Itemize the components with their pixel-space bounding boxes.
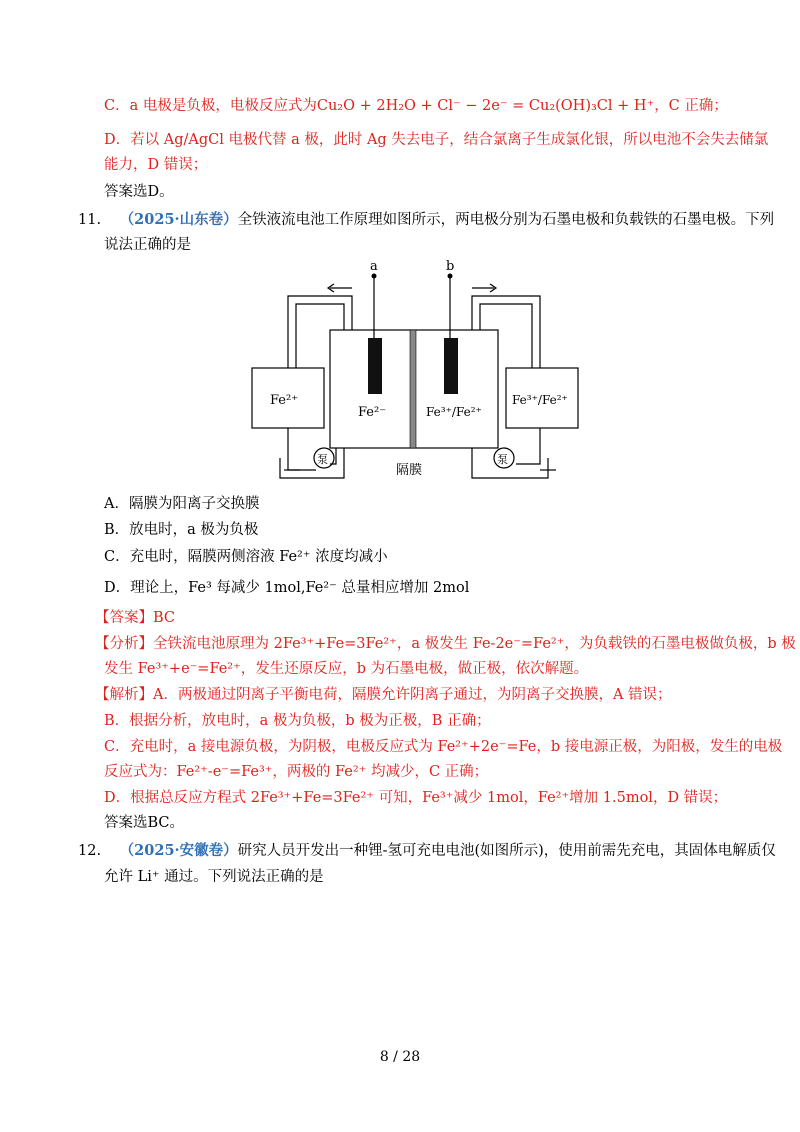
q11-option-c: C．充电时，隔膜两侧溶液 Fe²⁺ 浓度均减小 bbox=[104, 549, 388, 565]
prev-option-c bbox=[104, 95, 728, 117]
battery-diagram bbox=[240, 258, 580, 488]
right-cell-label: Fe³⁺/Fe²⁺ bbox=[426, 405, 482, 419]
answer-tag: 【答案】 bbox=[95, 610, 153, 626]
q11-explain-d: D．根据总反应方程式 2Fe³⁺+Fe=3Fe²⁺ 可知，Fe³⁺减少 1mol，Fe²⁺增加 1.5mol，D 错误； bbox=[104, 790, 728, 806]
electrode-b bbox=[444, 338, 458, 394]
prev-answer: 答案选D。 bbox=[104, 184, 174, 200]
q11-explain-b: B．根据分析，放电时，a 极为负极，b 极为正极，B 正确； bbox=[104, 713, 491, 729]
page-number: 8 / 28 bbox=[379, 1049, 421, 1065]
q11-option-a: A．隔膜为阳离子交换膜 bbox=[104, 496, 260, 512]
q11-stem-line1 bbox=[78, 209, 774, 231]
q11-analysis-line2: 发生 Fe³⁺+e⁻=Fe²⁺，发生还原反应，b 为石墨电极，做正极，依次解题。 bbox=[104, 661, 589, 677]
q12-number: 12. bbox=[78, 843, 102, 859]
q11-explain-c1: C．充电时，a 接电源负极，为阴极，电极反应式为 Fe²⁺+2e⁻=Fe，b 接电源正极，为阳极，发生的电极 bbox=[104, 739, 783, 755]
explain-a-text: A．两极通过阴离子平衡电荷，隔膜允许阴离子通过，为阴离子交换膜，A 错误； bbox=[153, 687, 672, 703]
analysis-text1: 全铁流电池原理为 2Fe³⁺+Fe=3Fe²⁺，a 极发生 Fe-2e⁻=Fe²⁺，为负载铁的石墨电极做负极，b 极 bbox=[153, 636, 796, 652]
left-cell-label: Fe²⁻ bbox=[358, 405, 387, 420]
membrane-label: 隔膜 bbox=[396, 463, 423, 478]
prev-option-d-line2: 能力，D 错误； bbox=[104, 157, 208, 173]
q11-stem-line2: 说法正确的是 bbox=[104, 237, 191, 253]
electrode-a bbox=[368, 338, 382, 394]
q12-stem-line2: 允许 Li⁺ 通过。下列说法正确的是 bbox=[104, 869, 324, 885]
prev-c-suffix: ，C 正确； bbox=[654, 98, 728, 114]
left-tank-label: Fe²⁺ bbox=[270, 393, 299, 408]
right-pump-label: 泵 bbox=[497, 453, 508, 466]
answer-value: BC bbox=[153, 610, 176, 626]
label-a: a bbox=[370, 259, 378, 274]
analysis-tag: 【分析】 bbox=[95, 636, 153, 652]
label-b: b bbox=[446, 259, 455, 274]
membrane bbox=[410, 330, 416, 448]
q11-stem1: 全铁液流电池工作原理如图所示，两电极分别为石墨电极和负载铁的石墨电极。下列 bbox=[237, 212, 775, 228]
q11-explain-c2: 反应式为：Fe²⁺-e⁻=Fe³⁺，两极的 Fe²⁺ 均减少，C 正确； bbox=[104, 764, 489, 780]
q11-option-b: B．放电时，a 极为负极 bbox=[104, 522, 259, 538]
q11-final: 答案选BC。 bbox=[104, 815, 185, 831]
q11-source: （2025·山东卷） bbox=[119, 211, 238, 228]
q11-explain-a bbox=[95, 684, 672, 706]
prev-option-d-line1: D．若以 Ag/AgCl 电极代替 a 极，此时 Ag 失去电子，结合氯离子生成氯化银，所以电池不会失去储氯 bbox=[104, 132, 769, 148]
q11-analysis-line1 bbox=[95, 633, 796, 655]
q12-stem1: 研究人员开发出一种锂-氢可充电电池(如图所示)，使用前需先充电，其固体电解质仅 bbox=[237, 843, 776, 859]
q11-option-d: D．理论上，Fe³ 每减少 1mol,Fe²⁻ 总量相应增加 2mol bbox=[104, 580, 470, 596]
prev-c-equation: Cu₂O + 2H₂O + Cl⁻ − 2e⁻ = Cu₂(OH)₃Cl + H⁺ bbox=[316, 98, 655, 114]
explain-tag: 【解析】 bbox=[95, 687, 153, 703]
q12-source: （2025·安徽卷） bbox=[119, 842, 238, 859]
q12-stem-line1 bbox=[78, 840, 776, 862]
q11-answer bbox=[95, 607, 175, 629]
q11-number: 11. bbox=[78, 212, 102, 228]
prev-c-prefix: C．a 电极是负极，电极反应式为 bbox=[104, 98, 317, 114]
left-pump-label: 泵 bbox=[317, 453, 328, 466]
right-tank-label: Fe³⁺/Fe²⁺ bbox=[512, 393, 568, 407]
